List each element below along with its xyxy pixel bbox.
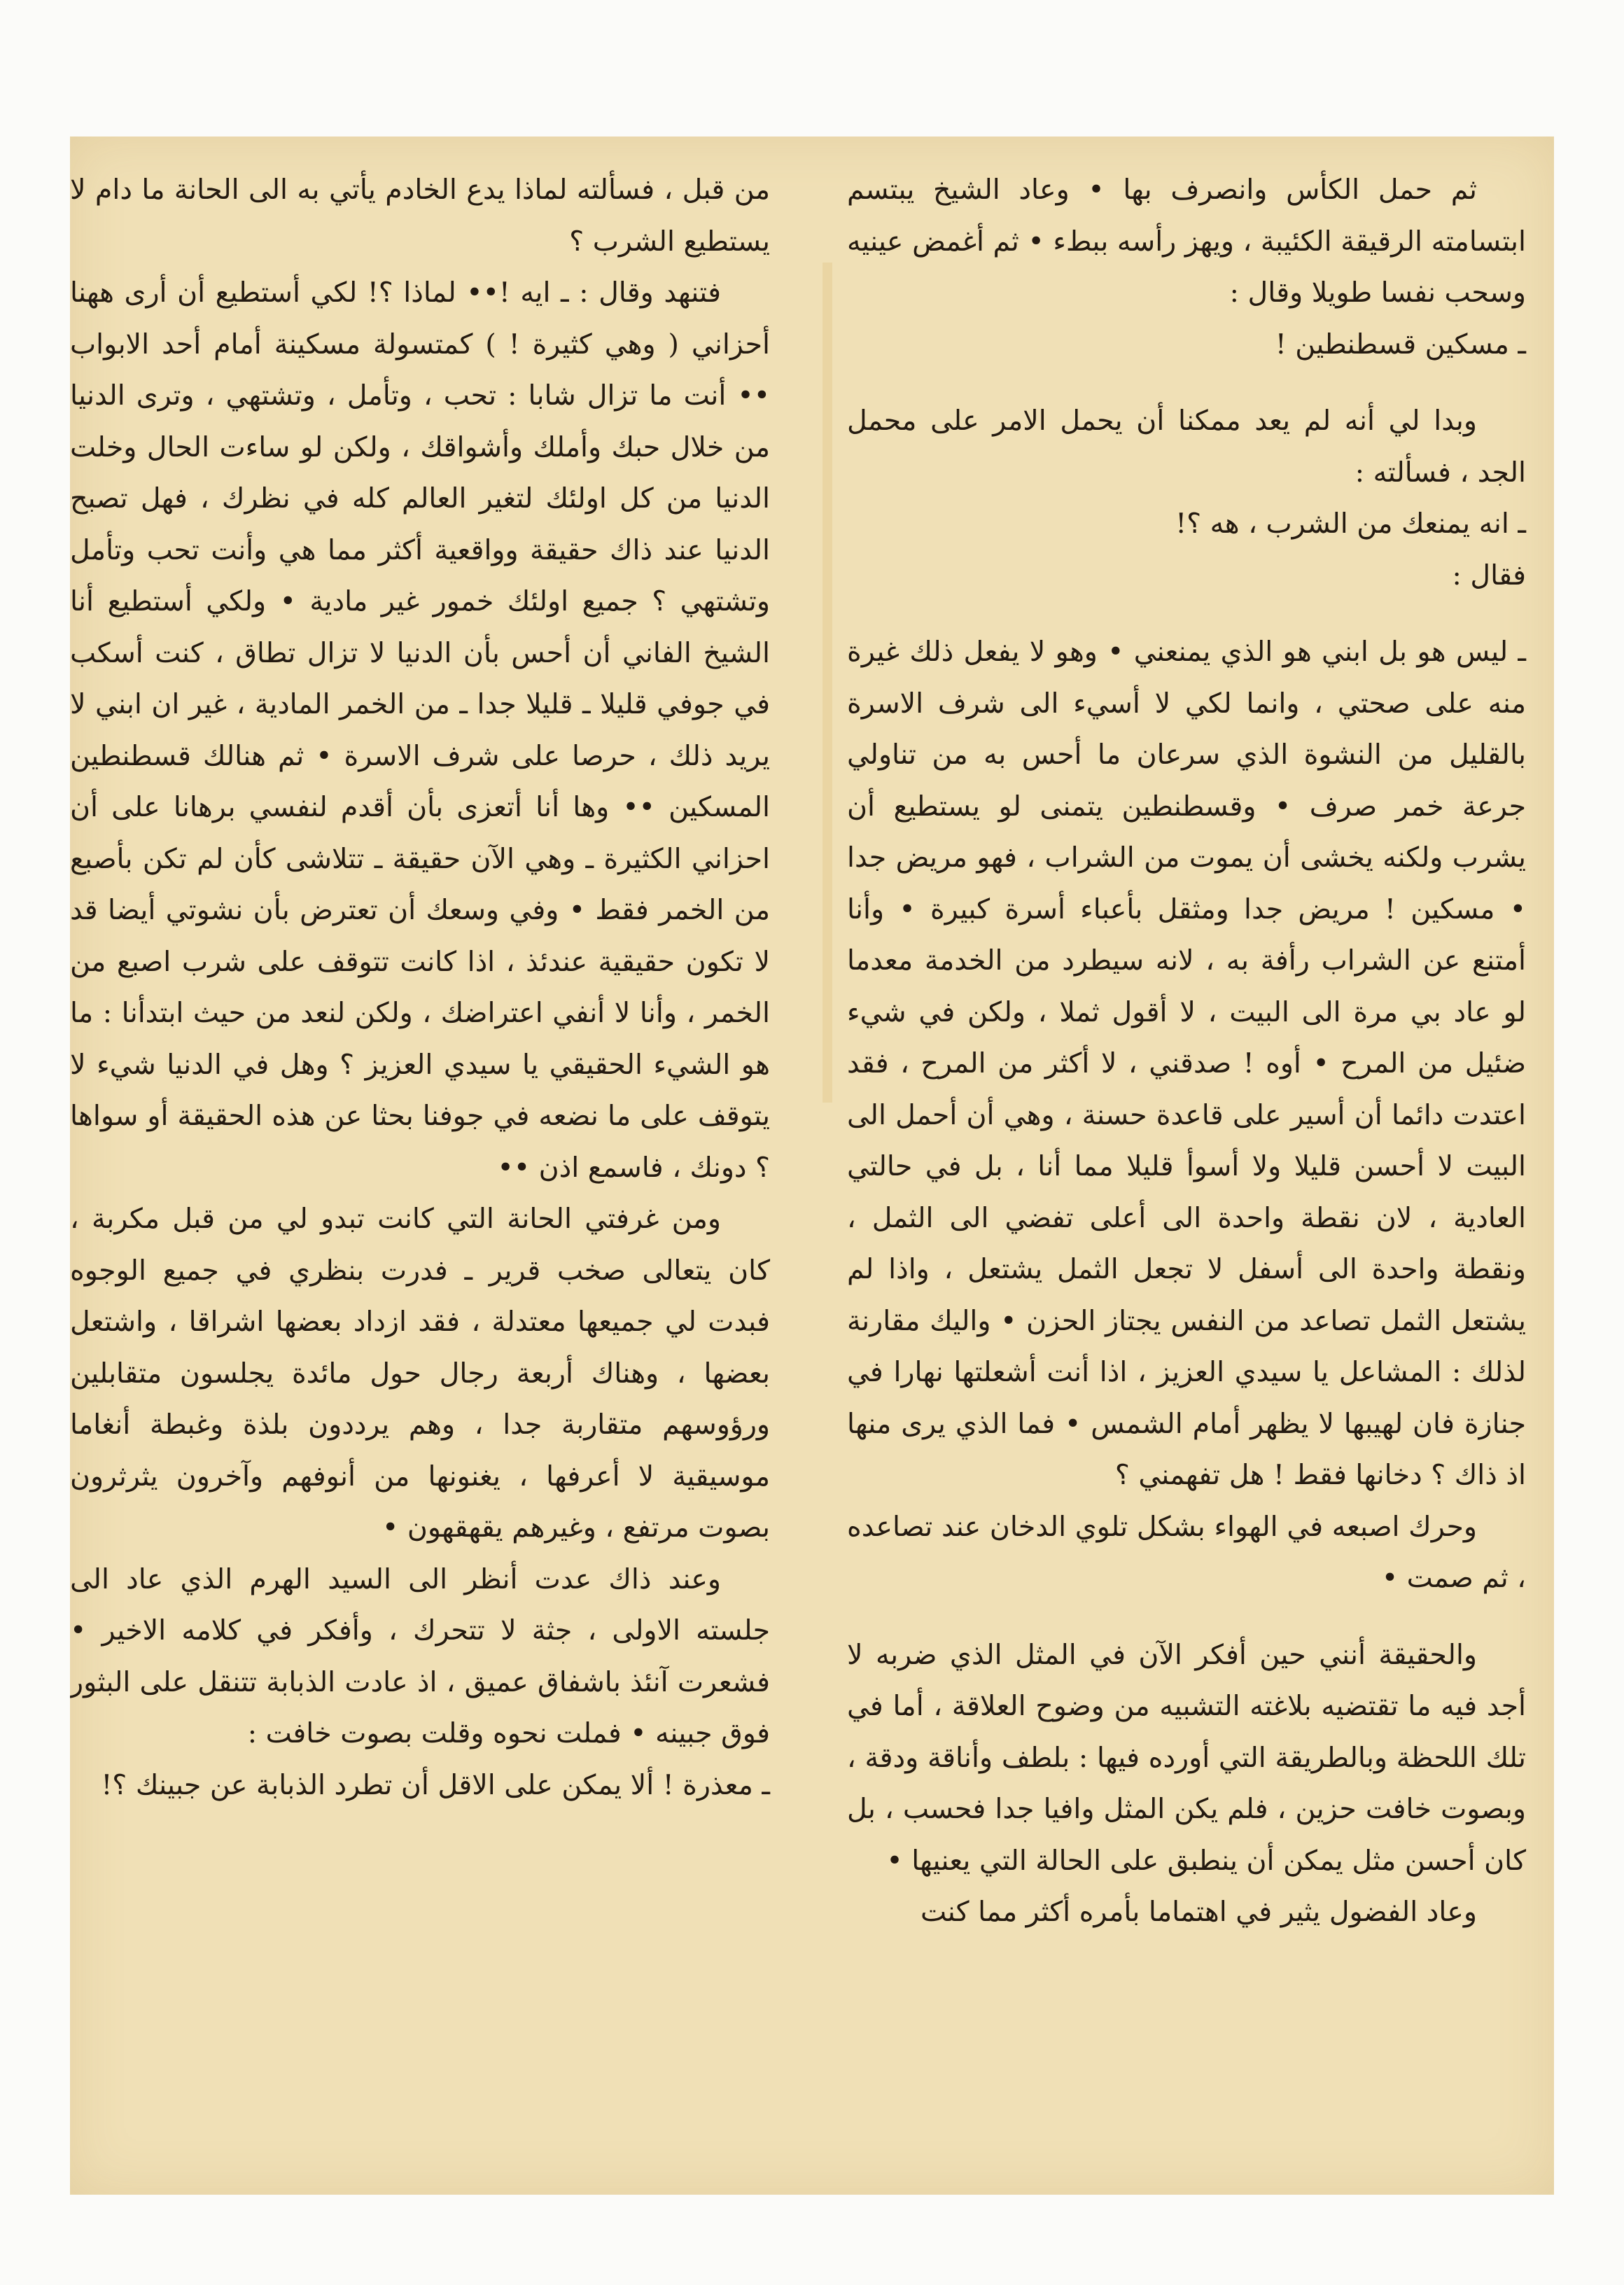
paragraph: وعاد الفضول يثير في اهتماما بأمره أكثر مما كنت [920,1896,1477,1928]
paragraph: وبدا لي أنه لم يعد ممكنا أن يحمل الامر على محمل الجد ، فسألته : [847,405,1526,489]
paragraph: فقال : [1452,559,1526,592]
paragraph: فتنهد وقال : ـ ايه !•• لماذا ؟! لكي أستطيع أن أرى ههنا أحزاني ( وهي كثيرة ! ) كمتسولة مسكينة أمام أحد الابواب •• أنت ما تزال شابا : تحب ، وتأمل ، وتشتهي ، وترى الدنيا من خلال حبك وأملك وأشواقك ، ولكن لو ساءت الحال وخلت الدنيا من كل اولئك لتغير العالم كله في نظرك ، فهل تصبح الدنيا عند ذاك حقيقة وواقعية أكثر مما هي وأنت تحب وتأمل وتشتهي ؟ جميع اولئك خمور غير مادية • ولكي أستطيع أنا الشيخ الفاني أن أحس بأن الدنيا لا تزال تطاق ، كنت أسكب في جوفي قليلا ـ قليلا جدا ـ من الخمر المادية ، غير ان ابني لا يريد ذلك ، حرصا على شرف الاسرة • ثم هنالك قسطنطين المسكين •• وها أنا أتعزى بأن أقدم لنفسي برهانا على أن احزاني الكثيرة ـ وهي الآن حقيقة ـ تتلاشى كأن لم تكن بأصبع من الخمر فقط • وفي وسعك أن تعترض بأن نشوتي أيضا قد لا تكون حقيقية عندئذ ، اذا كانت تتوقف على شرب اصبع من الخمر ، وأنا لا أنفي اعتراضك ، ولكن لنعد من حيث ابتدأنا : ما هو الشيء الحقيقي يا سيدي العزيز ؟ وهل في الدنيا شيء لا يتوقف على ما نضعه في جوفنا بحثا عن هذه الحقيقة أو سواها ؟ دونك ، فاسمع اذن •• [70,277,770,1184]
dialogue-paragraph: ـ ليس هو بل ابني هو الذي يمنعني • وهو لا يفعل ذلك غيرة منه على صحتي ، وانما لكي لا أسيء الى شرف الاسرة بالقليل من النشوة الذي سرعان ما أحس به من تناولي جرعة خمر صرف • وقسطنطين يتمنى لو يستطيع أن يشرب ولكنه يخشى أن يموت من الشراب ، فهو مريض جدا • مسكين ! مريض جدا ومثقل بأعباء أسرة كبيرة • وأنا أمتنع عن الشراب رأفة به ، لانه سيطرد من الخدمة معدما لو عاد بي مرة الى البيت ، لا أقول ثملا ، ولكن في شيء ضئيل من المرح • أوه ! صدقني ، لا أكثر من المرح ، فقد اعتدت دائما أن أسير على قاعدة حسنة ، وهي أن أحمل الى البيت لا أحسن قليلا ولا أسوأ قليلا مما أنا ، بل في حالتي العادية ، لان نقطة واحدة الى أعلى تفضي الى الثمل ، ونقطة واحدة الى أسفل لا تجعل الثمل يشتعل ، واذا لم يشتعل الثمل تصاعد من النفس يجتاز الحزن • واليك مقارنة لذلك : المشاعل يا سيدي العزيز ، اذا أنت أشعلتها نهارا في جنازة فان لهيبها لا يظهر أمام الشمس • فما الذي يرى منها اذ ذاك ؟ دخانها فقط ! هل تفهمني ؟ [847,636,1526,1491]
paragraph: وعند ذاك عدت أنظر الى السيد الهرم الذي عاد الى جلسته الاولى ، جثة لا تتحرك ، وأفكر في كلامه الاخير • فشعرت آنئذ باشفاق عميق ، اذ عادت الذبابة تتنقل على البثور فوق جبينه • فملت نحوه وقلت بصوت خافت : [70,1563,770,1749]
right-text-column [847,165,1526,1938]
paragraph: ثم حمل الكأس وانصرف بها • وعاد الشيخ يبتسم ابتسامته الرقيقة الكئيبة ، ويهز رأسه ببطء • ثم أغمض عينيه وسحب نفسا طويلا وقال : [847,174,1526,309]
dialogue-line: ـ مسكين قسطنطين ! [1275,328,1526,361]
left-text-column [70,165,770,1811]
magazine-page [70,137,1554,2195]
paragraph: والحقيقة أنني حين أفكر الآن في المثل الذي ضربه لا أجد فيه ما تقتضيه بلاغته التشبيه من وضوح العلاقة ، أما في تلك اللحظة وبالطريقة التي أورده فيها : بلطف وأناقة ودقة ، وبصوت خافت حزين ، فلم يكن المثل وافيا جدا فحسب ، بل كان أحسن مثل يمكن أن ينطبق على الحالة التي يعنيها • [847,1638,1527,1877]
paragraph: من قبل ، فسألته لماذا يدع الخادم يأتي به الى الحانة ما دام لا يستطيع الشرب ؟ [70,174,770,258]
paragraph: ومن غرفتي الحانة التي كانت تبدو لي من قبل مكربة ، كان يتعالى صخب قرير ـ فدرت بنظري في جميع الوجوه فبدت لي جميعها معتدلة ، فقد ازداد بعضها اشراقا ، واشتعل بعضها ، وهناك أربعة رجال حول مائدة يجلسون متقابلين ورؤوسهم متقاربة جدا ، وهم يرددون بلذة وغبطة أنغاما موسيقية لا أعرفها ، يغنونها من أنوفهم وآخرون يثرثرون بصوت مرتفع ، وغيرهم يقهقهون • [70,1203,770,1544]
column-gutter [822,263,832,1103]
dialogue-line: ـ انه يمنعك من الشرب ، هه ؟! [1175,508,1526,540]
dialogue-line: ـ معذرة ! ألا يمكن على الاقل أن تطرد الذبابة عن جبينك ؟! [101,1768,770,1801]
paragraph: وحرك اصبعه في الهواء بشكل تلوي الدخان عند تصاعده ، ثم صمت • [847,1510,1526,1594]
